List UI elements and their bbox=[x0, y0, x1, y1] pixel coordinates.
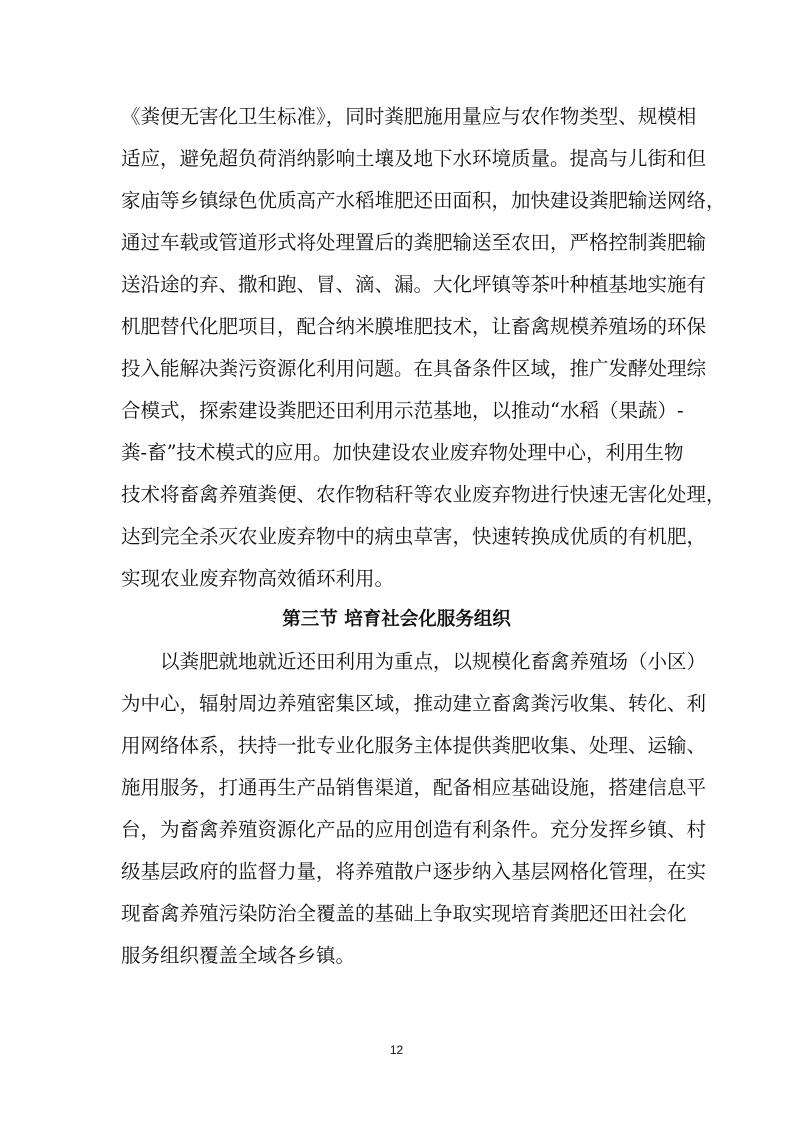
paragraph-2-line-4: 施用服务，打通再生产品销售渠道，配备相应基础设施，搭建信息平 bbox=[121, 776, 707, 799]
paragraph-1-line-8: 合模式，探索建设粪肥还田利用示范基地，以推动“水稻（果蔬）- bbox=[121, 399, 684, 422]
paragraph-2-line-5: 台，为畜禽养殖资源化产品的应用创造有利条件。充分发挥乡镇、村 bbox=[121, 818, 707, 841]
paragraph-1-line-9: 粪-畜”技术模式的应用。加快建设农业废弃物处理中心，利用生物 bbox=[121, 441, 684, 464]
paragraph-2-line-6: 级基层政府的监督力量，将养殖散户逐步纳入基层网格化管理，在实 bbox=[121, 860, 707, 883]
paragraph-2-line-2: 为中心，辐射周边养殖密集区域，推动建立畜禽粪污收集、转化、利 bbox=[121, 692, 707, 715]
paragraph-1-line-4: 通过车载或管道形式将处理置后的粪肥输送至农田，严格控制粪肥输 bbox=[121, 231, 707, 254]
paragraph-1-line-1: 《粪便无害化卫生标准》，同时粪肥施用量应与农作物类型、规模相 bbox=[121, 105, 697, 128]
paragraph-2-line-1: 以粪肥就地就近还田利用为重点，以规模化畜禽养殖场（小区） bbox=[160, 650, 707, 673]
paragraph-1-line-5: 送沿途的弃、撒和跑、冒、滴、漏。大化坪镇等茶叶种植基地实施有 bbox=[121, 273, 707, 296]
paragraph-1-line-2: 适应，避免超负荷消纳影响土壤及地下水环境质量。提高与儿街和但 bbox=[121, 147, 707, 170]
paragraph-1-line-11: 达到完全杀灭农业废弃物中的病虫草害，快速转换成优质的有机肥， bbox=[121, 525, 707, 548]
paragraph-1-line-10: 技术将畜禽养殖粪便、农作物秸秆等农业废弃物进行快速无害化处理， bbox=[121, 483, 726, 506]
paragraph-2-line-8: 服务组织覆盖全域各乡镇。 bbox=[121, 944, 356, 967]
paragraph-2-line-3: 用网络体系，扶持一批专业化服务主体提供粪肥收集、处理、运输、 bbox=[121, 734, 707, 757]
paragraph-2-line-7: 现畜禽养殖污染防治全覆盖的基础上争取实现培育粪肥还田社会化 bbox=[121, 902, 687, 925]
page-number: 12 bbox=[389, 1043, 404, 1057]
paragraph-1-line-12: 实现农业废弃物高效循环利用。 bbox=[121, 567, 395, 590]
paragraph-1-line-6: 机肥替代化肥项目，配合纳米膜堆肥技术，让畜禽规模养殖场的环保 bbox=[121, 315, 707, 338]
section-heading: 第三节 培育社会化服务组织 bbox=[282, 609, 511, 630]
paragraph-1-line-7: 投入能解决粪污资源化利用问题。在具备条件区域，推广发酵处理综 bbox=[121, 357, 707, 380]
paragraph-1-line-3: 家庙等乡镇绿色优质高产水稻堆肥还田面积，加快建设粪肥输送网络， bbox=[121, 189, 726, 212]
